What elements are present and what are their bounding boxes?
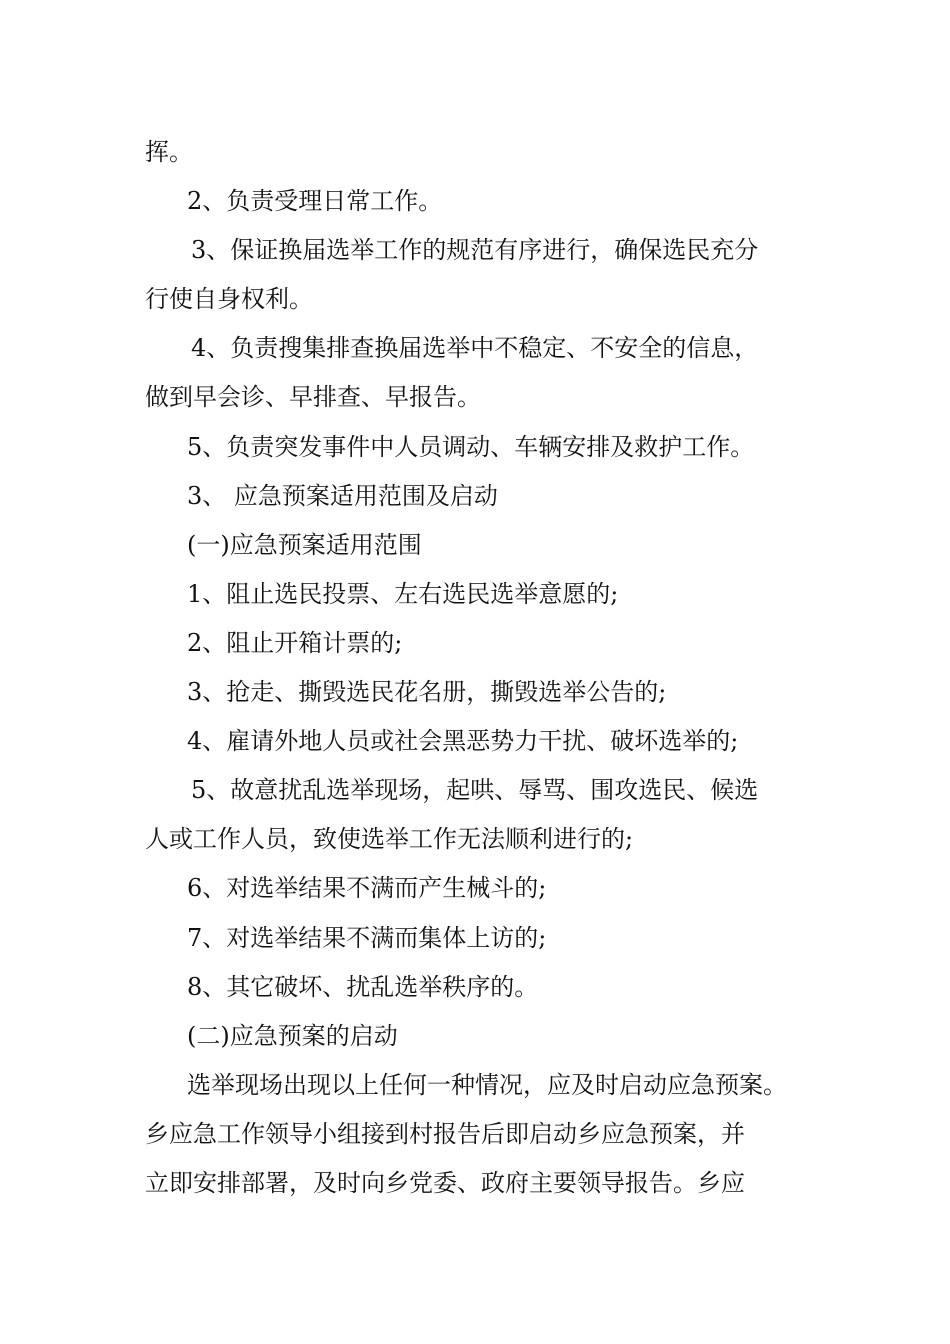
list-item-3: 3、抢走、撕毁选民花名册，撕毁选举公告的;	[187, 678, 667, 707]
text-line-item-2: 2、负责受理日常工作。	[187, 187, 443, 216]
text-line-item-4: 4、负责搜集排查换届选举中不稳定、不安全的信息，	[191, 334, 759, 363]
section-heading-3: 3、 应急预案适用范围及启动	[187, 481, 498, 510]
list-item-6: 6、对选举结果不满而产生械斗的;	[187, 874, 547, 903]
paragraph-line: 立即安排部署，及时向乡党委、政府主要领导报告。乡应	[145, 1168, 745, 1197]
list-item-2: 2、阻止开箱计票的;	[187, 628, 403, 657]
list-item-7: 7、对选举结果不满而集体上访的;	[187, 923, 547, 952]
text-line-item-5: 5、负责突发事件中人员调动、车辆安排及救护工作。	[187, 432, 755, 461]
paragraph-line: 选举现场出现以上任何一种情况，应及时启动应急预案。	[187, 1070, 787, 1099]
list-item-4: 4、雇请外地人员或社会黑恶势力干扰、破坏选举的;	[187, 727, 739, 756]
text-line-item-3-cont: 行使自身权利。	[145, 285, 313, 314]
list-item-1: 1、阻止选民投票、左右选民选举意愿的;	[187, 579, 619, 608]
document-body	[145, 128, 825, 1208]
subsection-heading-2: (二)应急预案的启动	[187, 1021, 398, 1050]
text-line-item-4-cont: 做到早会诊、早排查、早报告。	[145, 383, 481, 412]
list-item-8: 8、其它破坏、扰乱选举秩序的。	[187, 972, 539, 1001]
text-line-item-3: 3、保证换届选举工作的规范有序进行，确保选民充分	[191, 236, 759, 265]
list-item-5: 5、故意扰乱选举现场，起哄、辱骂、围攻选民、候选	[191, 776, 759, 805]
list-item-5-cont: 人或工作人员，致使选举工作无法顺利进行的;	[145, 825, 634, 854]
text-line-continuation: 挥。	[145, 138, 193, 166]
paragraph-line: 乡应急工作领导小组接到村报告后即启动乡应急预案，并	[145, 1119, 745, 1148]
subsection-heading-1: (一)应急预案适用范围	[187, 530, 422, 559]
